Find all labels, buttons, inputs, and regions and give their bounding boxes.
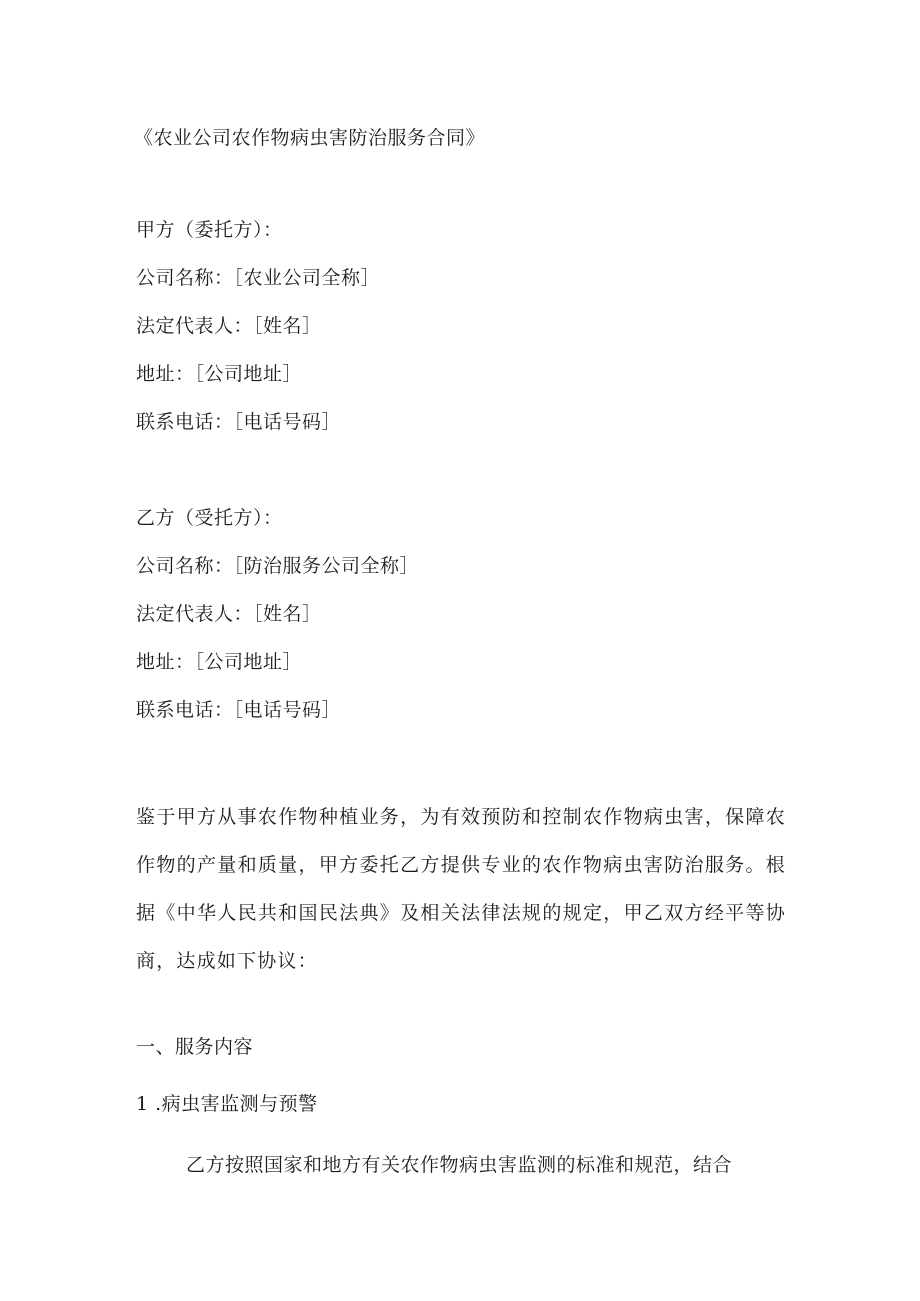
preamble-paragraph: 鉴于甲方从事农作物种植业务，为有效预防和控制农作物病虫害，保障农作物的产量和质量，甲方委托乙方提供专业的农作物病虫害防治服务。根据《中华人民共和国民法典》及相关法律法规的规定，甲乙双方经平等协商，达成如下协议： [136, 806, 786, 972]
party-a-company: 公司名称：［农业公司全称］ [136, 267, 381, 289]
party-a-heading: 甲方（委托方）： [136, 219, 283, 241]
party-b-company: 公司名称：［防治服务公司全称］ [136, 555, 420, 577]
section-1-item-1: 1 .病虫害监测与预警 [136, 1093, 318, 1115]
party-b-address: 地址：［公司地址］ [136, 651, 303, 673]
party-a-representative: 法定代表人：［姓名］ [136, 315, 322, 337]
party-a-phone: 联系电话：［电话号码］ [136, 411, 342, 433]
party-b-representative: 法定代表人：［姓名］ [136, 603, 322, 625]
party-a-address: 地址：［公司地址］ [136, 363, 303, 385]
contract-title: 《农业公司农作物病虫害防治服务合同》 [134, 127, 486, 149]
section-1-heading: 一、服务内容 [136, 1036, 254, 1058]
party-b-phone: 联系电话：［电话号码］ [136, 699, 342, 721]
party-b-heading: 乙方（受托方）： [136, 507, 283, 529]
section-1-item-1-text: 乙方按照国家和地方有关农作物病虫害监测的标准和规范，结合 [186, 1154, 733, 1176]
